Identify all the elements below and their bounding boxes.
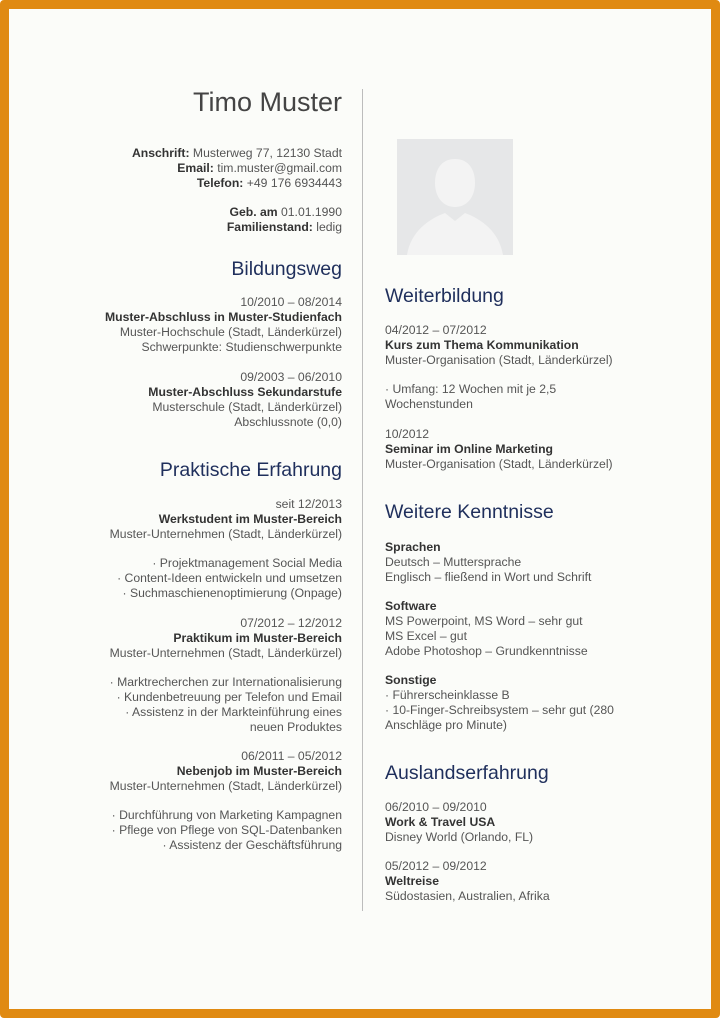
education-entry: 09/2003 – 06/2010 Muster-Abschluss Sekundarstufe Musterschule (Stadt, Länderkürzel) Abschlussnote (0,0) bbox=[148, 370, 342, 429]
experience-entry: 06/2011 – 05/2012 Nebenjob im Muster-Bereich Muster-Unternehmen (Stadt, Länderkürzel) · Durchführung von Marketing Kampagnen · Pflege von Pflege von SQL-Datenbanken · Assistenz der Geschäftsführung bbox=[109, 749, 342, 852]
contact-block bbox=[69, 146, 342, 235]
education-heading: Bildungsweg bbox=[231, 258, 342, 280]
training-heading: Weiterbildung bbox=[385, 285, 504, 307]
experience-entry: seit 12/2013 Werkstudent im Muster-Bereich Muster-Unternehmen (Stadt, Länderkürzel) · Projektmanagement Social Media · Content-Ideen entwickeln und umsetzen · Suchmaschienenoptimierung (Onpage) bbox=[109, 497, 342, 600]
phone-line: Telefon: +49 176 6934443 bbox=[196, 176, 342, 190]
profile-photo bbox=[397, 139, 513, 255]
experience-heading: Praktische Erfahrung bbox=[159, 459, 342, 481]
education-entry: 10/2010 – 08/2014 Muster-Abschluss in Muster-Studienfach Muster-Hochschule (Stadt, Länderkürzel) Schwerpunkte: Studienschwerpunkte bbox=[104, 295, 342, 354]
experience-entry: 07/2012 – 12/2012 Praktikum im Muster-Bereich Muster-Unternehmen (Stadt, Länderkürzel) · Marktrecherchen zur Internationalisierung · Kundenbetreuung per Telefon und Email · Assistenz in der Markteinführung eines neuen Produktes bbox=[109, 616, 342, 734]
person-silhouette-icon bbox=[397, 139, 513, 255]
abroad-entry: 06/2010 – 09/2010 Work & Travel USA Disney World (Orlando, FL) bbox=[385, 800, 534, 844]
skills-group: Sonstige · Führerscheinklasse B · 10-Finger-Schreibsystem – sehr gut (280 Anschläge pro Minute) bbox=[385, 673, 614, 732]
status-line: Familienstand: ledig bbox=[226, 220, 342, 234]
training-entry: 10/2012 Seminar im Online Marketing Muster-Organisation (Stadt, Länderkürzel) bbox=[385, 427, 613, 471]
skills-group: Software MS Powerpoint, MS Word – sehr gut MS Excel – gut Adobe Photoshop – Grundkenntnisse bbox=[385, 599, 588, 658]
abroad-heading: Auslandserfahrung bbox=[385, 762, 549, 784]
skills-group: Sprachen Deutsch – Muttersprache Englisch – fließend in Wort und Schrift bbox=[385, 540, 592, 584]
skills-heading: Weitere Kenntnisse bbox=[385, 501, 554, 523]
abroad-entry: 05/2012 – 09/2012 Weltreise Südostasien, Australien, Afrika bbox=[385, 859, 550, 903]
person-name: Timo Muster bbox=[192, 87, 342, 117]
address-line: Anschrift: Musterweg 77, 12130 Stadt bbox=[131, 146, 342, 160]
email-line: Email: tim.muster@gmail.com bbox=[177, 161, 342, 175]
birth-line: Geb. am 01.01.1990 bbox=[229, 205, 342, 219]
training-entry: 04/2012 – 07/2012 Kurs zum Thema Kommunikation Muster-Organisation (Stadt, Länderkürzel) · Umfang: 12 Wochen mit je 2,5 Wochenstunden bbox=[385, 323, 613, 411]
column-divider bbox=[362, 89, 363, 911]
